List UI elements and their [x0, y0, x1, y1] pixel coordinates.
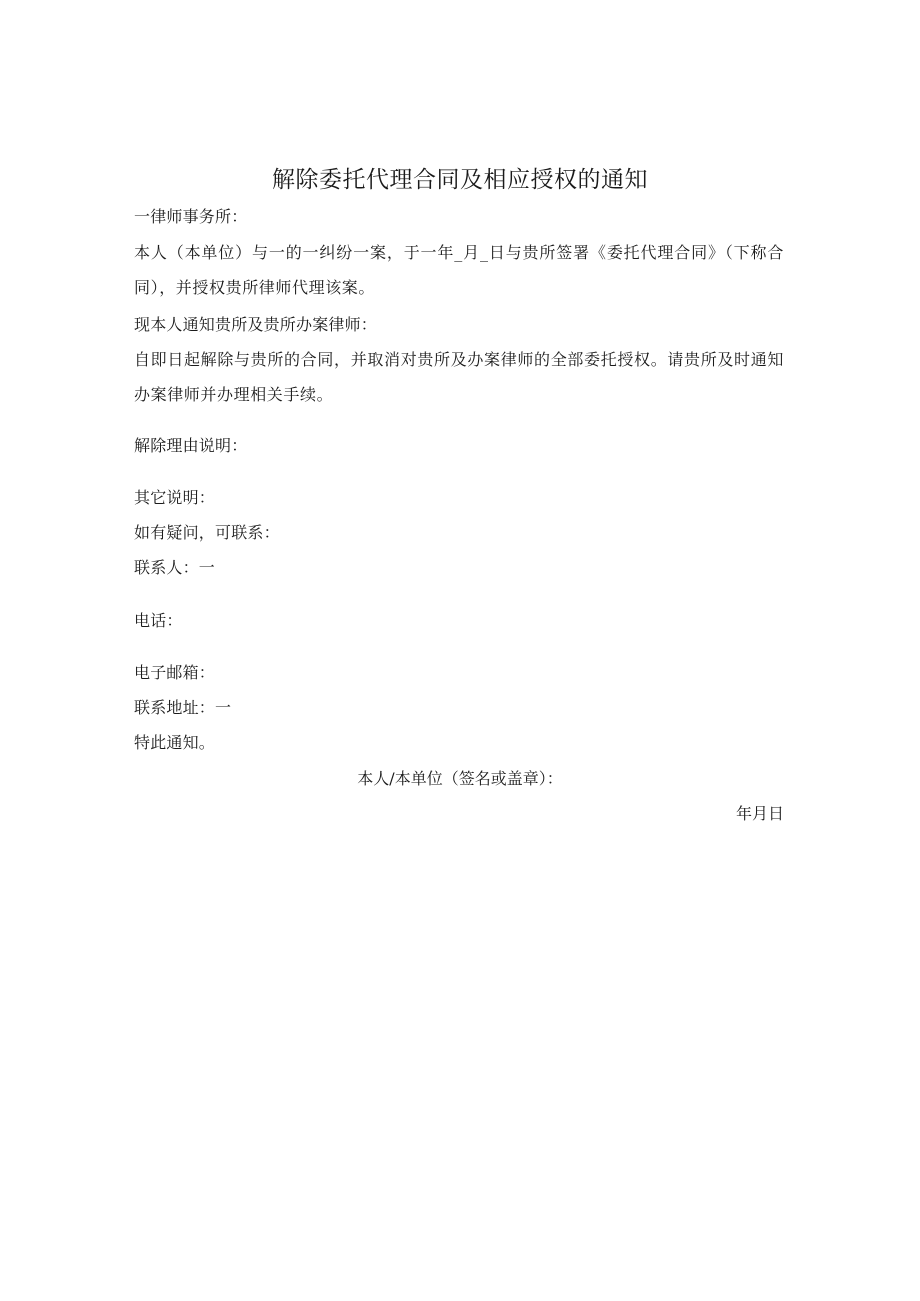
termination-paragraph: 自即日起解除与贵所的合同，并取消对贵所及办案律师的全部委托授权。请贵所及时通知办案律师并办理相关手续。	[134, 350, 784, 404]
contact-person-label: 联系人：一	[134, 558, 216, 577]
reason-label: 解除理由说明：	[134, 436, 248, 455]
date-label: 年月日	[735, 804, 784, 823]
email-label: 电子邮箱：	[134, 663, 216, 682]
contract-paragraph: 本人（本单位）与一的一纠纷一案，于一年_月_日与贵所签署《委托代理合同》（下称合同），并授权贵所律师代理该案。	[134, 243, 784, 297]
address-label: 联系地址：一	[134, 698, 232, 717]
closing-text: 特此通知。	[134, 733, 216, 752]
other-notes-label: 其它说明：	[134, 488, 216, 507]
addressee: 一律师事务所：	[134, 207, 248, 226]
contact-intro: 如有疑问，可联系：	[134, 523, 280, 542]
signature-label: 本人/本单位（签名或盖章）：	[357, 769, 563, 788]
document-title: 解除委托代理合同及相应授权的通知	[272, 167, 648, 193]
phone-label: 电话：	[134, 611, 183, 630]
notice-intro: 现本人通知贵所及贵所办案律师：	[134, 315, 378, 334]
